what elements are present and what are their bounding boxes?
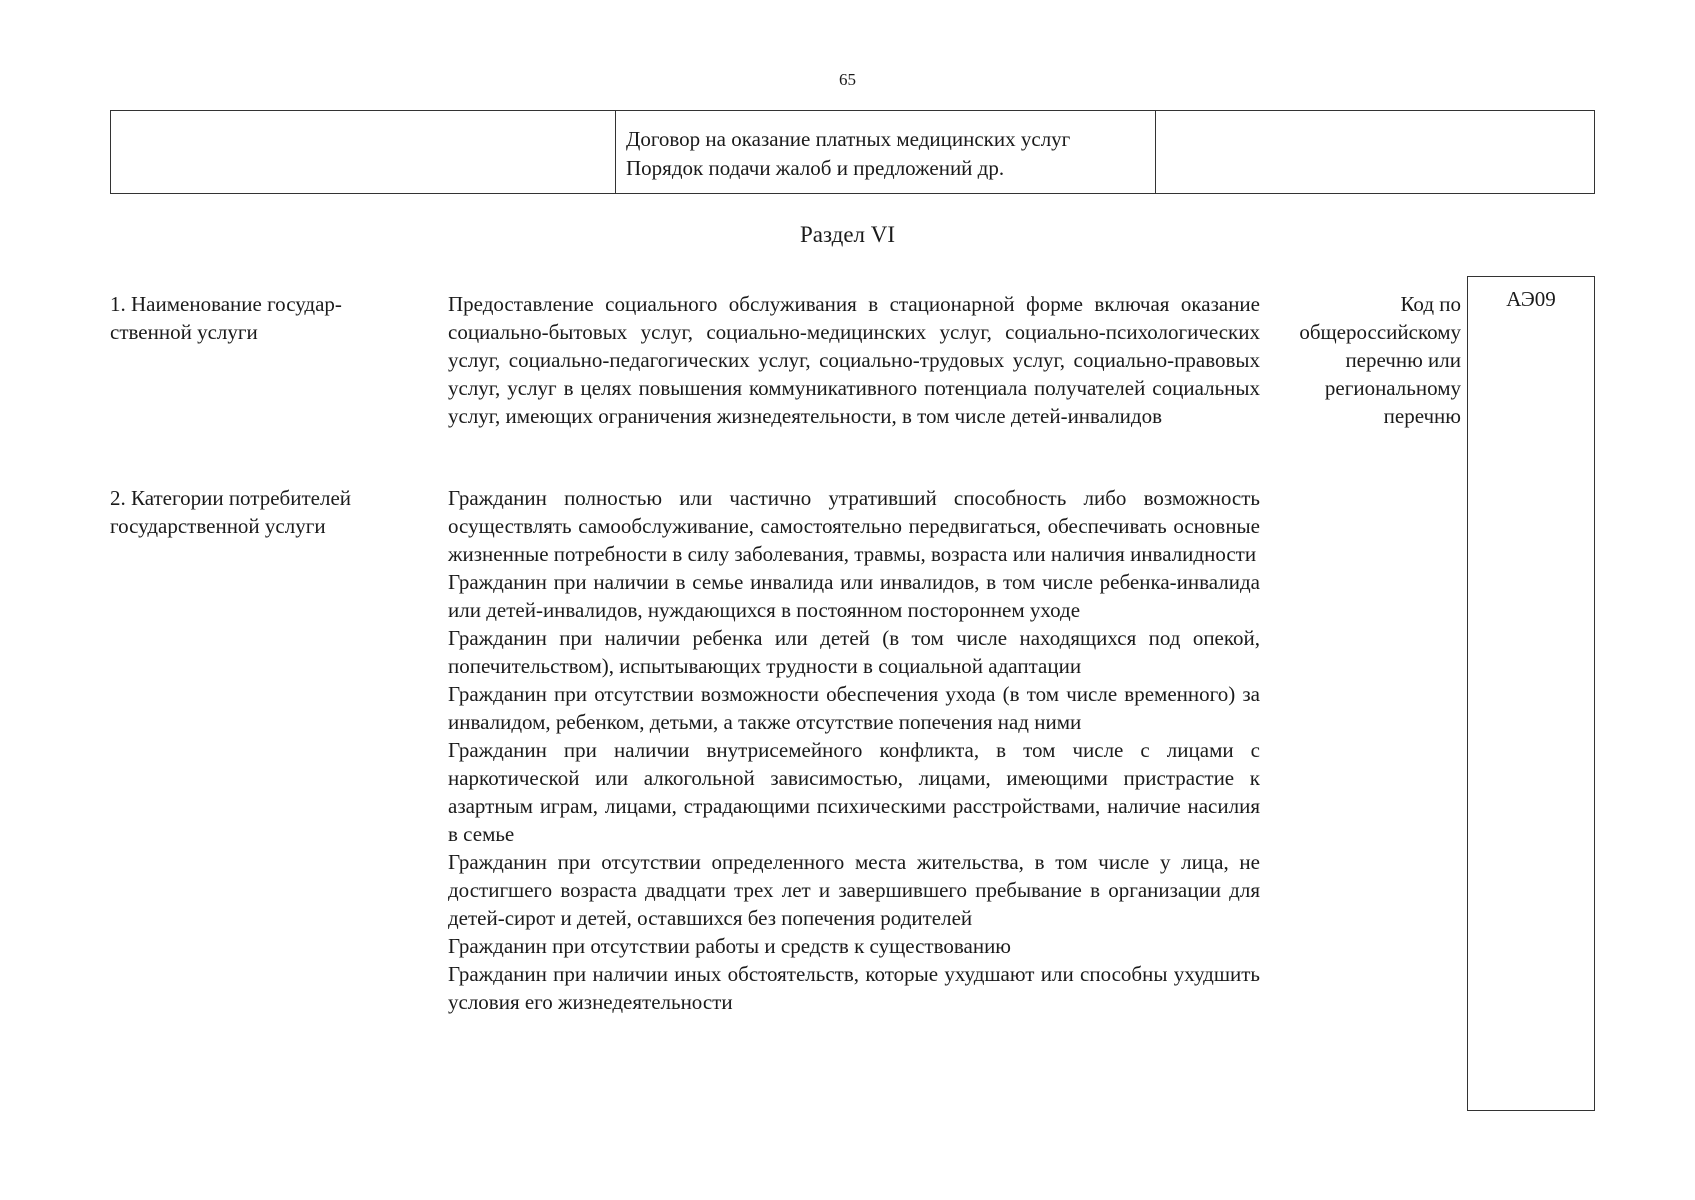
category-paragraph: Гражданин при отсутствии работы и средств к существованию bbox=[448, 934, 1011, 958]
document-line: Порядок подачи жалоб и предложений др. bbox=[626, 156, 1005, 180]
service-name-label: 1. Наименование государ-ственной услуги bbox=[110, 292, 342, 344]
code-value: АЭ09 bbox=[1506, 287, 1556, 311]
category-paragraph: Гражданин при отсутствии определенного места жительства, в том числе у лица, не достигшего возраста двадцати трех лет и завершившего пребывание в организации для детей-сирот и детей, оставшихся без попечения родителей bbox=[448, 850, 1260, 930]
category-paragraph: Гражданин при отсутствии возможности обеспечения ухода (в том числе временного) за инвалидом, ребенком, детьми, а также отсутствие попечения над ними bbox=[448, 682, 1260, 734]
service-name-paragraph: Предоставление социального обслуживания в стационарной форме включая оказание социально-бытовых услуг, социально-медицинских услуг, социально-психологических услуг, социально-педагогических услуг, социально-трудовых услуг, социально-правовых услуг, услуг в целях повышения коммуникативного потенциала получателей социальных услуг, имеющих ограничения жизнедеятельности, в том числе детей-инвалидов bbox=[448, 292, 1260, 428]
category-paragraph: Гражданин при наличии в семье инвалида или инвалидов, в том числе ребенка-инвалида или детей-инвалидов, нуждающихся в постоянном постороннем уходе bbox=[448, 570, 1260, 622]
code-label: Код по общероссийскому перечню или региональному перечню bbox=[1299, 292, 1461, 428]
categories-list bbox=[448, 484, 1260, 1016]
category-paragraph: Гражданин полностью или частично утративший способность либо возможность осуществлять самообслуживание, самостоятельно передвигаться, обеспечивать основные жизненные потребности в силу заболевания, травмы, возраста или наличия инвалидности bbox=[448, 486, 1260, 566]
code-box bbox=[1467, 276, 1595, 1111]
continuation-table bbox=[110, 110, 1595, 194]
category-paragraph: Гражданин при наличии внутрисемейного конфликта, в том числе с лицами с наркотической или алкогольной зависимостью, лицами, имеющими пристрастие к азартным играм, лицами, страдающими психическими расстройствами, наличие насилия в семье bbox=[448, 738, 1260, 846]
document-line: Договор на оказание платных медицинских услуг bbox=[626, 127, 1071, 151]
category-paragraph: Гражданин при наличии иных обстоятельств, которые ухудшают или способны ухудшить условия его жизнедеятельности bbox=[448, 962, 1260, 1014]
section-title: Раздел VI bbox=[799, 222, 896, 247]
categories-label: 2. Категории потребителей государственной услуги bbox=[110, 486, 351, 538]
table-cell-documents bbox=[616, 111, 1156, 193]
service-name-text bbox=[448, 290, 1260, 430]
table-cell-empty-left bbox=[111, 111, 616, 193]
page-number: 65 bbox=[839, 70, 856, 89]
category-paragraph: Гражданин при наличии ребенка или детей (в том числе находящихся под опекой, попечительством), испытывающих трудности в социальной адаптации bbox=[448, 626, 1260, 678]
table-cell-empty-right bbox=[1156, 111, 1594, 193]
